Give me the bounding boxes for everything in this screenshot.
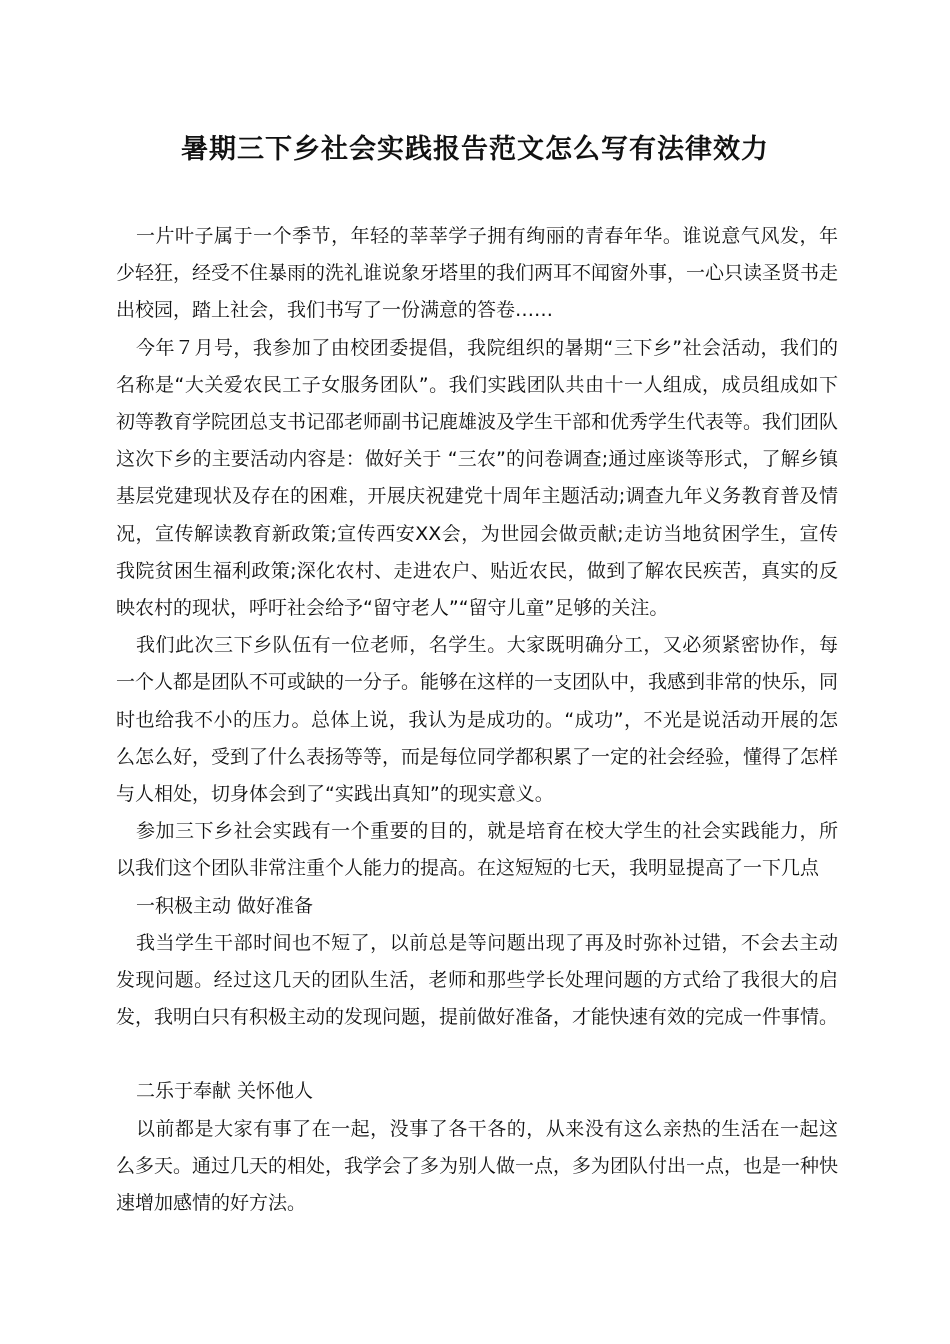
- section-text-1: 我当学生干部时间也不短了，以前总是等问题出现了再及时弥补过错，不会去主动发现问题。经过这几天的团队生活，老师和那些学长处理问题的方式给了我很大的启发，我明白只有积极主动的发现问题，提前做好准备，才能快速有效的完成一件事情。: [116, 931, 839, 1029]
- document-body: [116, 218, 838, 1222]
- blank-line: [116, 1036, 838, 1073]
- paragraph-team: 我们此次三下乡队伍有一位老师，名学生。大家既明确分工，又必须紧密协作，每一个人都是团队不可或缺的一分子。能够在这样的一支团队中，我感到非常的快乐，同时也给我不小的压力。总体上说，我认为是成功的。“成功”，不光是说活动开展的怎么怎么好，受到了什么表扬等等，而是每位同学都积累了一定的社会经验，懂得了怎样与人相处，切身体会到了“实践出真知”的现实意义。: [116, 634, 839, 806]
- paragraph-purpose: 参加三下乡社会实践有一个重要的目的，就是培育在校大学生的社会实践能力，所以我们这个团队非常注重个人能力的提高。在这短短的七天，我明显提高了一下几点: [116, 820, 838, 880]
- paragraph-intro: 一片叶子属于一个季节，年轻的莘莘学子拥有绚丽的青春年华。谁说意气风发，年少轻狂，经受不住暴雨的洗礼谁说象牙塔里的我们两耳不闻窗外事，一心只读圣贤书走出校园，踏上社会，我们书写了一份满意的答卷……: [116, 225, 839, 322]
- paragraph-activity: 今年７月号，我参加了由校团委提倡，我院组织的暑期“三下乡”社会活动，我们的名称是“大关爱农民工子女服务团队”。我们实践团队共由十一人组成，成员组成如下初等教育学院团总支书记邵老师副书记鹿雄波及学生干部和优秀学生代表等。我们团队这次下乡的主要活动内容是：做好关于 “三农”的问卷调查;通过座谈等形式，了解乡镇基层党建现状及存在的困难，开展庆祝建党十周年主题活动;调查九年义务教育普及情况，宣传解读教育新政策;宣传西安XX会，为世园会做贡献;走访当地贫困学生，宣传我院贫困生福利政策;深化农村、走进农户、贴近农民，做到了解农民疾苦，真实的反映农村的现状，呼吁社会给予“留守老人”“留守儿童”足够的关注。: [116, 336, 839, 620]
- section-heading-1: 一积极主动 做好准备: [136, 894, 314, 917]
- document-title: 暑期三下乡社会实践报告范文怎么写有法律效力: [181, 134, 769, 165]
- section-text-2: 以前都是大家有事了在一起，没事了各干各的，从来没有这么亲热的生活在一起这么多天。通过几天的相处，我学会了多为别人做一点，多为团队付出一点，也是一种快速增加感情的好方法。: [116, 1117, 839, 1215]
- section-heading-2: 二乐于奉献 关怀他人: [136, 1080, 314, 1103]
